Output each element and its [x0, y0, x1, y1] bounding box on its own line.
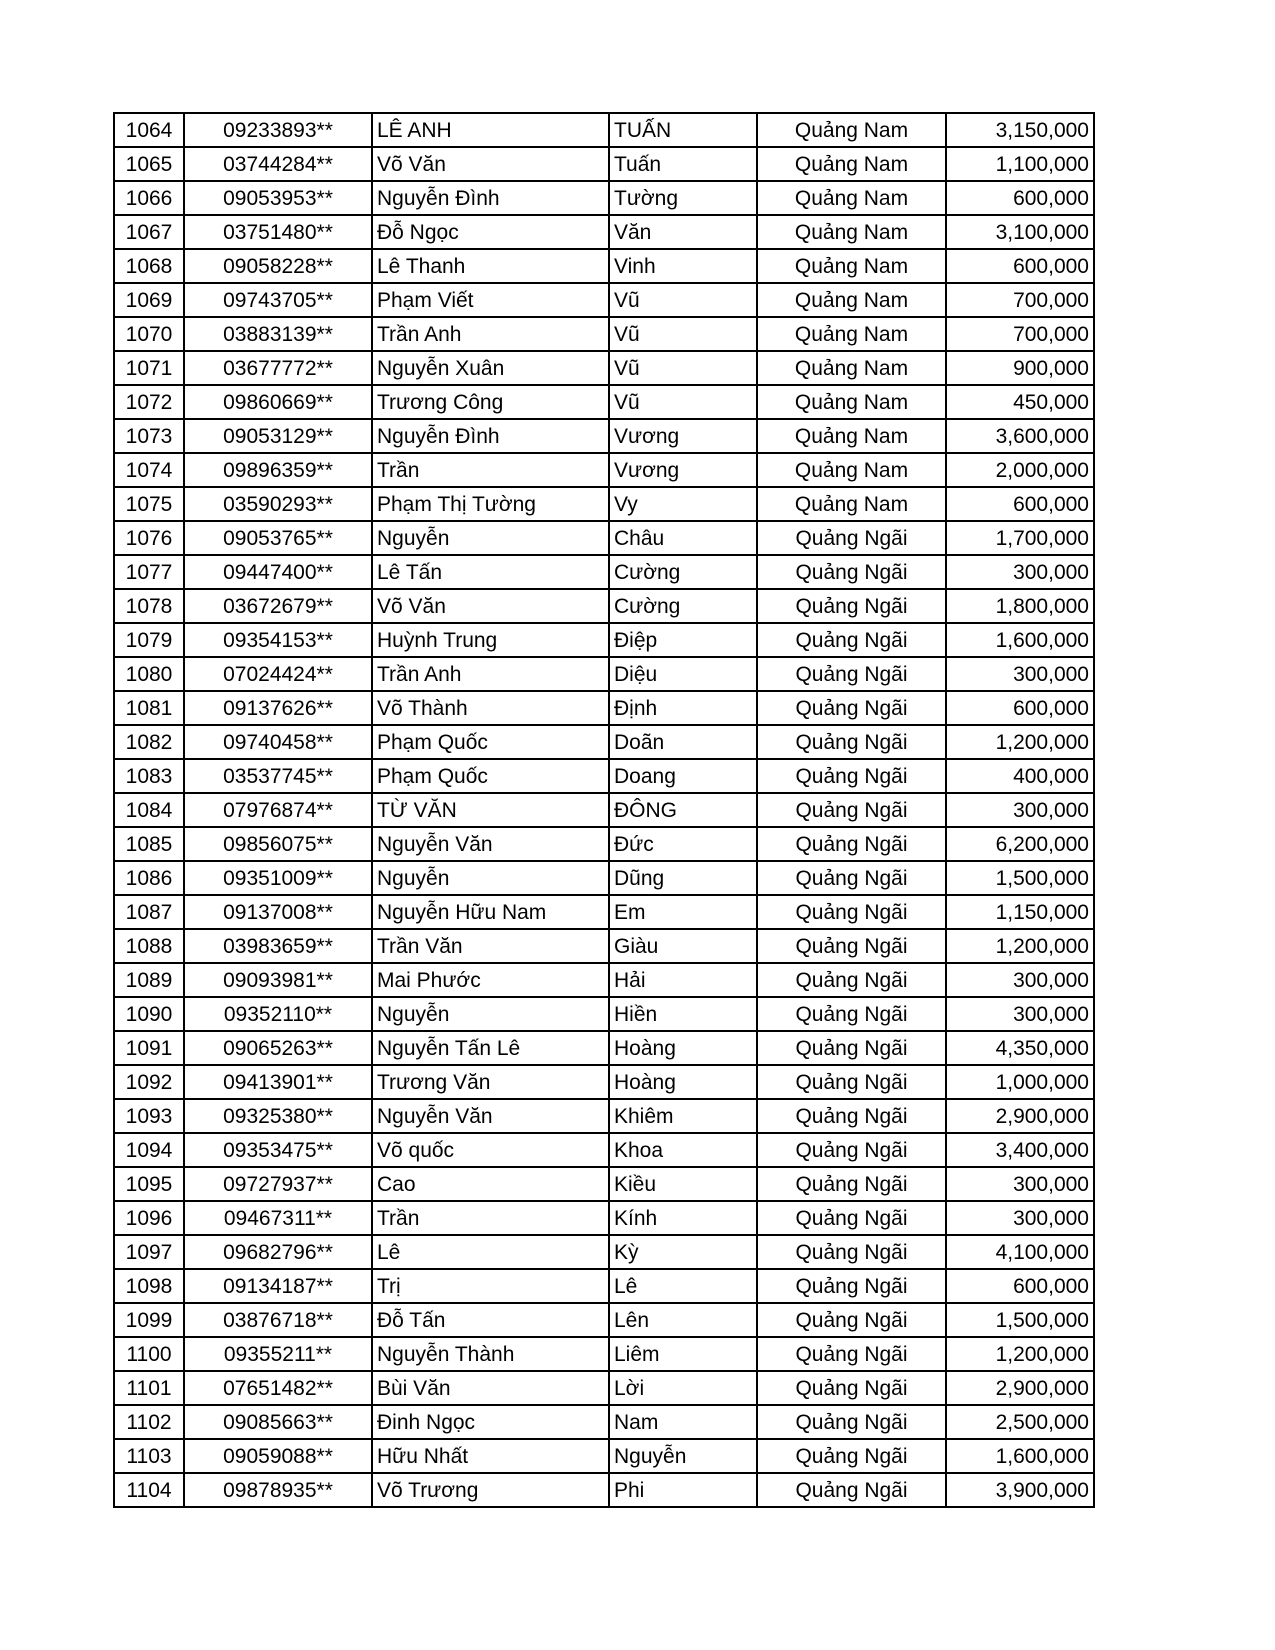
row-number-cell: 1094 — [114, 1133, 184, 1167]
province-cell: Quảng Ngãi — [757, 1371, 946, 1405]
family-name-cell: Đỗ Ngọc — [372, 215, 609, 249]
province-cell: Quảng Ngãi — [757, 929, 946, 963]
province-cell: Quảng Nam — [757, 351, 946, 385]
amount-cell: 3,400,000 — [946, 1133, 1094, 1167]
given-name-cell: Lê — [609, 1269, 757, 1303]
phone-cell: 03876718** — [184, 1303, 372, 1337]
province-cell: Quảng Ngãi — [757, 1269, 946, 1303]
row-number-cell: 1078 — [114, 589, 184, 623]
family-name-cell: Võ Trương — [372, 1473, 609, 1507]
row-number-cell: 1095 — [114, 1167, 184, 1201]
amount-cell: 2,900,000 — [946, 1099, 1094, 1133]
phone-cell: 09053765** — [184, 521, 372, 555]
family-name-cell: Võ Thành — [372, 691, 609, 725]
province-cell: Quảng Ngãi — [757, 1099, 946, 1133]
province-cell: Quảng Nam — [757, 317, 946, 351]
province-cell: Quảng Ngãi — [757, 589, 946, 623]
given-name-cell: Cường — [609, 555, 757, 589]
amount-cell: 1,150,000 — [946, 895, 1094, 929]
given-name-cell: Đức — [609, 827, 757, 861]
province-cell: Quảng Nam — [757, 215, 946, 249]
given-name-cell: Hoàng — [609, 1065, 757, 1099]
given-name-cell: Nam — [609, 1405, 757, 1439]
table-row — [114, 963, 1094, 997]
row-number-cell: 1103 — [114, 1439, 184, 1473]
family-name-cell: Trương Công — [372, 385, 609, 419]
phone-cell: 09743705** — [184, 283, 372, 317]
given-name-cell: Khoa — [609, 1133, 757, 1167]
province-cell: Quảng Ngãi — [757, 1405, 946, 1439]
province-cell: Quảng Ngãi — [757, 759, 946, 793]
table-row — [114, 249, 1094, 283]
amount-cell: 3,900,000 — [946, 1473, 1094, 1507]
amount-cell: 1,600,000 — [946, 1439, 1094, 1473]
province-cell: Quảng Ngãi — [757, 691, 946, 725]
table-row — [114, 861, 1094, 895]
phone-cell: 03883139** — [184, 317, 372, 351]
table-row — [114, 1099, 1094, 1133]
amount-cell: 1,000,000 — [946, 1065, 1094, 1099]
province-cell: Quảng Ngãi — [757, 827, 946, 861]
amount-cell: 3,600,000 — [946, 419, 1094, 453]
province-cell: Quảng Ngãi — [757, 1439, 946, 1473]
family-name-cell: Nguyễn — [372, 997, 609, 1031]
table-row — [114, 1235, 1094, 1269]
given-name-cell: Hoàng — [609, 1031, 757, 1065]
row-number-cell: 1070 — [114, 317, 184, 351]
row-number-cell: 1066 — [114, 181, 184, 215]
phone-cell: 09740458** — [184, 725, 372, 759]
family-name-cell: Phạm Thị Tường — [372, 487, 609, 521]
family-name-cell: Cao — [372, 1167, 609, 1201]
phone-cell: 09325380** — [184, 1099, 372, 1133]
family-name-cell: Nguyễn Đình — [372, 181, 609, 215]
family-name-cell: Lê Thanh — [372, 249, 609, 283]
given-name-cell: Vũ — [609, 317, 757, 351]
row-number-cell: 1099 — [114, 1303, 184, 1337]
amount-cell: 300,000 — [946, 1167, 1094, 1201]
row-number-cell: 1100 — [114, 1337, 184, 1371]
amount-cell: 600,000 — [946, 691, 1094, 725]
row-number-cell: 1072 — [114, 385, 184, 419]
table-row — [114, 1269, 1094, 1303]
given-name-cell: Phi — [609, 1473, 757, 1507]
family-name-cell: Phạm Viết — [372, 283, 609, 317]
phone-cell: 09351009** — [184, 861, 372, 895]
table-row — [114, 1337, 1094, 1371]
given-name-cell: Vũ — [609, 385, 757, 419]
recipient-table — [113, 112, 1095, 1508]
family-name-cell: TỪ VĂN — [372, 793, 609, 827]
given-name-cell: Kỳ — [609, 1235, 757, 1269]
amount-cell: 300,000 — [946, 963, 1094, 997]
table-row — [114, 487, 1094, 521]
phone-cell: 03677772** — [184, 351, 372, 385]
family-name-cell: Nguyễn Hữu Nam — [372, 895, 609, 929]
table-body — [114, 113, 1094, 1507]
table-row — [114, 351, 1094, 385]
province-cell: Quảng Nam — [757, 147, 946, 181]
province-cell: Quảng Ngãi — [757, 555, 946, 589]
province-cell: Quảng Nam — [757, 385, 946, 419]
given-name-cell: Doãn — [609, 725, 757, 759]
amount-cell: 300,000 — [946, 793, 1094, 827]
table-row — [114, 113, 1094, 147]
phone-cell: 09467311** — [184, 1201, 372, 1235]
table-row — [114, 1473, 1094, 1507]
amount-cell: 4,100,000 — [946, 1235, 1094, 1269]
phone-cell: 09354153** — [184, 623, 372, 657]
family-name-cell: Nguyễn — [372, 521, 609, 555]
province-cell: Quảng Ngãi — [757, 725, 946, 759]
table-row — [114, 1303, 1094, 1337]
table-row — [114, 759, 1094, 793]
phone-cell: 09352110** — [184, 997, 372, 1031]
family-name-cell: Võ Văn — [372, 589, 609, 623]
phone-cell: 09137008** — [184, 895, 372, 929]
given-name-cell: Vũ — [609, 351, 757, 385]
phone-cell: 03983659** — [184, 929, 372, 963]
table-row — [114, 997, 1094, 1031]
family-name-cell: Nguyễn Văn — [372, 827, 609, 861]
phone-cell: 09447400** — [184, 555, 372, 589]
province-cell: Quảng Ngãi — [757, 1031, 946, 1065]
row-number-cell: 1102 — [114, 1405, 184, 1439]
row-number-cell: 1077 — [114, 555, 184, 589]
amount-cell: 300,000 — [946, 657, 1094, 691]
amount-cell: 6,200,000 — [946, 827, 1094, 861]
phone-cell: 07024424** — [184, 657, 372, 691]
province-cell: Quảng Ngãi — [757, 521, 946, 555]
row-number-cell: 1079 — [114, 623, 184, 657]
family-name-cell: Huỳnh Trung — [372, 623, 609, 657]
amount-cell: 700,000 — [946, 283, 1094, 317]
row-number-cell: 1087 — [114, 895, 184, 929]
amount-cell: 700,000 — [946, 317, 1094, 351]
province-cell: Quảng Ngãi — [757, 861, 946, 895]
amount-cell: 300,000 — [946, 997, 1094, 1031]
row-number-cell: 1086 — [114, 861, 184, 895]
given-name-cell: Nguyễn — [609, 1439, 757, 1473]
amount-cell: 600,000 — [946, 1269, 1094, 1303]
phone-cell: 03672679** — [184, 589, 372, 623]
row-number-cell: 1089 — [114, 963, 184, 997]
phone-cell: 09856075** — [184, 827, 372, 861]
amount-cell: 1,700,000 — [946, 521, 1094, 555]
amount-cell: 2,000,000 — [946, 453, 1094, 487]
province-cell: Quảng Ngãi — [757, 1167, 946, 1201]
table-row — [114, 691, 1094, 725]
province-cell: Quảng Ngãi — [757, 1201, 946, 1235]
row-number-cell: 1098 — [114, 1269, 184, 1303]
amount-cell: 1,200,000 — [946, 725, 1094, 759]
table-row — [114, 623, 1094, 657]
table-row — [114, 1201, 1094, 1235]
table-row — [114, 453, 1094, 487]
amount-cell: 300,000 — [946, 555, 1094, 589]
row-number-cell: 1084 — [114, 793, 184, 827]
given-name-cell: Khiêm — [609, 1099, 757, 1133]
family-name-cell: Nguyễn Tấn Lê — [372, 1031, 609, 1065]
table-row — [114, 181, 1094, 215]
family-name-cell: Trần Anh — [372, 317, 609, 351]
amount-cell: 3,100,000 — [946, 215, 1094, 249]
row-number-cell: 1080 — [114, 657, 184, 691]
province-cell: Quảng Ngãi — [757, 623, 946, 657]
family-name-cell: Lê — [372, 1235, 609, 1269]
table-row — [114, 1405, 1094, 1439]
row-number-cell: 1071 — [114, 351, 184, 385]
phone-cell: 07976874** — [184, 793, 372, 827]
table-row — [114, 1167, 1094, 1201]
row-number-cell: 1101 — [114, 1371, 184, 1405]
given-name-cell: TUẤN — [609, 113, 757, 147]
province-cell: Quảng Ngãi — [757, 1303, 946, 1337]
family-name-cell: Đinh Ngọc — [372, 1405, 609, 1439]
table-row — [114, 521, 1094, 555]
given-name-cell: Em — [609, 895, 757, 929]
amount-cell: 600,000 — [946, 181, 1094, 215]
amount-cell: 1,800,000 — [946, 589, 1094, 623]
row-number-cell: 1083 — [114, 759, 184, 793]
amount-cell: 900,000 — [946, 351, 1094, 385]
phone-cell: 03751480** — [184, 215, 372, 249]
table-row — [114, 385, 1094, 419]
row-number-cell: 1082 — [114, 725, 184, 759]
province-cell: Quảng Nam — [757, 419, 946, 453]
row-number-cell: 1093 — [114, 1099, 184, 1133]
province-cell: Quảng Ngãi — [757, 1337, 946, 1371]
table-row — [114, 827, 1094, 861]
given-name-cell: Văn — [609, 215, 757, 249]
given-name-cell: Giàu — [609, 929, 757, 963]
given-name-cell: Điệp — [609, 623, 757, 657]
row-number-cell: 1076 — [114, 521, 184, 555]
table-row — [114, 1371, 1094, 1405]
given-name-cell: Vương — [609, 419, 757, 453]
family-name-cell: Bùi Văn — [372, 1371, 609, 1405]
province-cell: Quảng Nam — [757, 487, 946, 521]
family-name-cell: Trị — [372, 1269, 609, 1303]
table-row — [114, 725, 1094, 759]
phone-cell: 09233893** — [184, 113, 372, 147]
phone-cell: 03590293** — [184, 487, 372, 521]
phone-cell: 09413901** — [184, 1065, 372, 1099]
amount-cell: 1,500,000 — [946, 861, 1094, 895]
family-name-cell: Trần Văn — [372, 929, 609, 963]
family-name-cell: Trần — [372, 1201, 609, 1235]
row-number-cell: 1085 — [114, 827, 184, 861]
phone-cell: 09860669** — [184, 385, 372, 419]
province-cell: Quảng Ngãi — [757, 963, 946, 997]
phone-cell: 09058228** — [184, 249, 372, 283]
province-cell: Quảng Ngãi — [757, 997, 946, 1031]
family-name-cell: Trương Văn — [372, 1065, 609, 1099]
phone-cell: 09878935** — [184, 1473, 372, 1507]
given-name-cell: Vương — [609, 453, 757, 487]
amount-cell: 1,100,000 — [946, 147, 1094, 181]
family-name-cell: Mai Phước — [372, 963, 609, 997]
table-row — [114, 1065, 1094, 1099]
phone-cell: 09085663** — [184, 1405, 372, 1439]
family-name-cell: Nguyễn Xuân — [372, 351, 609, 385]
row-number-cell: 1104 — [114, 1473, 184, 1507]
family-name-cell: Lê Tấn — [372, 555, 609, 589]
given-name-cell: Vy — [609, 487, 757, 521]
table-row — [114, 589, 1094, 623]
given-name-cell: Cường — [609, 589, 757, 623]
province-cell: Quảng Nam — [757, 113, 946, 147]
given-name-cell: Kiều — [609, 1167, 757, 1201]
amount-cell: 600,000 — [946, 249, 1094, 283]
province-cell: Quảng Ngãi — [757, 793, 946, 827]
amount-cell: 400,000 — [946, 759, 1094, 793]
given-name-cell: Liêm — [609, 1337, 757, 1371]
province-cell: Quảng Ngãi — [757, 1235, 946, 1269]
given-name-cell: Hiền — [609, 997, 757, 1031]
amount-cell: 1,200,000 — [946, 1337, 1094, 1371]
table-row — [114, 1133, 1094, 1167]
amount-cell: 2,500,000 — [946, 1405, 1094, 1439]
given-name-cell: Tường — [609, 181, 757, 215]
phone-cell: 09682796** — [184, 1235, 372, 1269]
row-number-cell: 1064 — [114, 113, 184, 147]
given-name-cell: Kính — [609, 1201, 757, 1235]
family-name-cell: Trần — [372, 453, 609, 487]
amount-cell: 4,350,000 — [946, 1031, 1094, 1065]
given-name-cell: Lên — [609, 1303, 757, 1337]
row-number-cell: 1067 — [114, 215, 184, 249]
row-number-cell: 1088 — [114, 929, 184, 963]
family-name-cell: Nguyễn Đình — [372, 419, 609, 453]
row-number-cell: 1090 — [114, 997, 184, 1031]
given-name-cell: Tuấn — [609, 147, 757, 181]
given-name-cell: Dũng — [609, 861, 757, 895]
family-name-cell: Đỗ Tấn — [372, 1303, 609, 1337]
row-number-cell: 1065 — [114, 147, 184, 181]
province-cell: Quảng Ngãi — [757, 1133, 946, 1167]
row-number-cell: 1074 — [114, 453, 184, 487]
amount-cell: 600,000 — [946, 487, 1094, 521]
province-cell: Quảng Ngãi — [757, 1473, 946, 1507]
phone-cell: 09353475** — [184, 1133, 372, 1167]
amount-cell: 3,150,000 — [946, 113, 1094, 147]
amount-cell: 1,200,000 — [946, 929, 1094, 963]
province-cell: Quảng Ngãi — [757, 895, 946, 929]
given-name-cell: Hải — [609, 963, 757, 997]
phone-cell: 09896359** — [184, 453, 372, 487]
given-name-cell: Diệu — [609, 657, 757, 691]
phone-cell: 09727937** — [184, 1167, 372, 1201]
family-name-cell: LÊ ANH — [372, 113, 609, 147]
phone-cell: 09053129** — [184, 419, 372, 453]
phone-cell: 03744284** — [184, 147, 372, 181]
given-name-cell: Doang — [609, 759, 757, 793]
province-cell: Quảng Nam — [757, 181, 946, 215]
table-row — [114, 555, 1094, 589]
row-number-cell: 1075 — [114, 487, 184, 521]
row-number-cell: 1068 — [114, 249, 184, 283]
given-name-cell: Vũ — [609, 283, 757, 317]
amount-cell: 1,600,000 — [946, 623, 1094, 657]
table-row — [114, 1439, 1094, 1473]
row-number-cell: 1069 — [114, 283, 184, 317]
row-number-cell: 1097 — [114, 1235, 184, 1269]
row-number-cell: 1096 — [114, 1201, 184, 1235]
province-cell: Quảng Nam — [757, 453, 946, 487]
amount-cell: 1,500,000 — [946, 1303, 1094, 1337]
row-number-cell: 1092 — [114, 1065, 184, 1099]
family-name-cell: Võ Văn — [372, 147, 609, 181]
phone-cell: 09065263** — [184, 1031, 372, 1065]
phone-cell: 09059088** — [184, 1439, 372, 1473]
table-row — [114, 147, 1094, 181]
table-row — [114, 317, 1094, 351]
family-name-cell: Phạm Quốc — [372, 759, 609, 793]
amount-cell: 2,900,000 — [946, 1371, 1094, 1405]
family-name-cell: Nguyễn — [372, 861, 609, 895]
table-row — [114, 215, 1094, 249]
table-row — [114, 929, 1094, 963]
phone-cell: 09134187** — [184, 1269, 372, 1303]
phone-cell: 09137626** — [184, 691, 372, 725]
phone-cell: 09355211** — [184, 1337, 372, 1371]
province-cell: Quảng Ngãi — [757, 657, 946, 691]
given-name-cell: Châu — [609, 521, 757, 555]
province-cell: Quảng Ngãi — [757, 1065, 946, 1099]
table-row — [114, 1031, 1094, 1065]
table-row — [114, 283, 1094, 317]
phone-cell: 09093981** — [184, 963, 372, 997]
phone-cell: 07651482** — [184, 1371, 372, 1405]
given-name-cell: ĐÔNG — [609, 793, 757, 827]
phone-cell: 03537745** — [184, 759, 372, 793]
table-row — [114, 895, 1094, 929]
table-row — [114, 419, 1094, 453]
province-cell: Quảng Nam — [757, 249, 946, 283]
given-name-cell: Lời — [609, 1371, 757, 1405]
row-number-cell: 1091 — [114, 1031, 184, 1065]
family-name-cell: Nguyễn Thành — [372, 1337, 609, 1371]
family-name-cell: Nguyễn Văn — [372, 1099, 609, 1133]
row-number-cell: 1081 — [114, 691, 184, 725]
phone-cell: 09053953** — [184, 181, 372, 215]
table-row — [114, 793, 1094, 827]
family-name-cell: Hữu Nhất — [372, 1439, 609, 1473]
amount-cell: 450,000 — [946, 385, 1094, 419]
row-number-cell: 1073 — [114, 419, 184, 453]
given-name-cell: Vinh — [609, 249, 757, 283]
table-row — [114, 657, 1094, 691]
family-name-cell: Phạm Quốc — [372, 725, 609, 759]
family-name-cell: Võ quốc — [372, 1133, 609, 1167]
given-name-cell: Định — [609, 691, 757, 725]
family-name-cell: Trần Anh — [372, 657, 609, 691]
amount-cell: 300,000 — [946, 1201, 1094, 1235]
province-cell: Quảng Nam — [757, 283, 946, 317]
